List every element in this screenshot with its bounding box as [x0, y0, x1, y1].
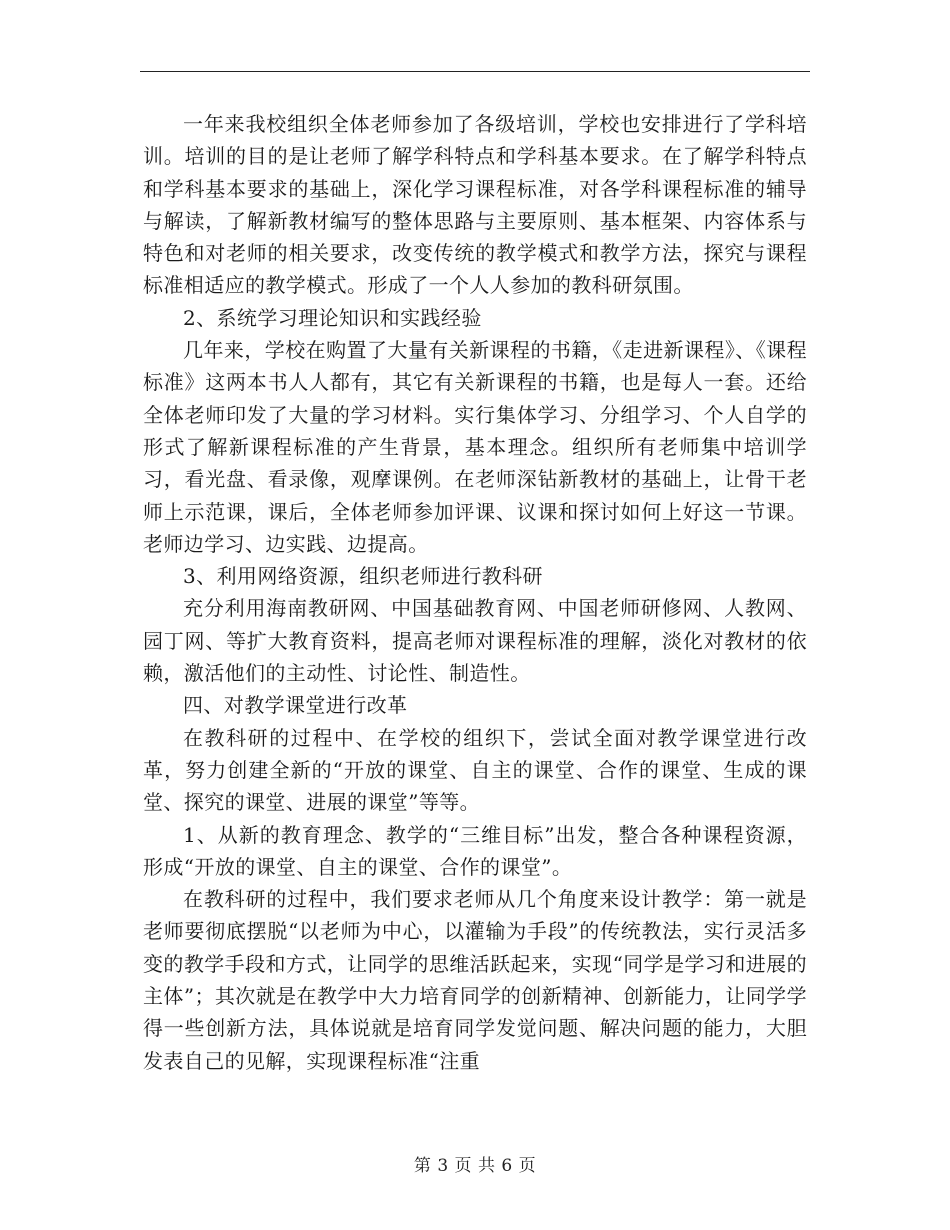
heading-network-resources: 3、利用网络资源，组织老师进行教科研 [183, 564, 543, 589]
heading-three-dimensional-goals: 1、从新的教育理念、教学的“三维目标”出发，整合各种课程资源，形成“开放的课堂、自主的课堂、合作的课堂”。 [143, 822, 807, 879]
heading-study-theory: 2、系统学习理论知识和实践经验 [183, 305, 482, 330]
paragraph-training: 一年来我校组织全体老师参加了各级培训，学校也安排进行了学科培训。培训的目的是让老师了解学科特点和学科基本要求。在了解学科特点和学科基本要求的基础上，深化学习课程标准，对各学科课程标准的辅导与解读，了解新教材编写的整体思路与主要原则、基本框架、内容体系与特色和对老师的相关要求，改变传统的教学模式和教学方法，探究与课程标准相适应的教学模式。形成了一个人人参加的教科研氛围。 [143, 112, 807, 298]
heading-classroom-reform: 四、对教学课堂进行改革 [183, 693, 408, 718]
paragraph-teaching-design: 在教科研的过程中，我们要求老师从几个角度来设计教学：第一就是老师要彻底摆脱“以老师为中心，以灌输为手段”的传统教法，实行灵活多变的教学手段和方式，让同学的思维活跃起来，实现“同学是学习和进展的主体”；其次就是在教学中大力培育同学的创新精神、创新能力，让同学学得一些创新方法，具体说就是培育同学发觉问题、解决问题的能力，大胆发表自己的见解，实现课程标准“注重 [143, 887, 807, 1073]
header-rule [140, 71, 810, 72]
paragraph-classroom-reform: 在教科研的过程中、在学校的组织下，尝试全面对教学课堂进行改革，努力创建全新的“开放的课堂、自主的课堂、合作的课堂、生成的课堂、探究的课堂、进展的课堂”等等。 [143, 725, 807, 815]
page-number-label: 第 3 页 共 6 页 [413, 1156, 537, 1176]
page-footer [0, 1151, 950, 1176]
paragraph-network-resources: 充分利用海南教研网、中国基础教育网、中国老师研修网、人教网、园丁网、等扩大教育资料，提高老师对课程标准的理解，淡化对教材的依赖，激活他们的主动性、讨论性、制造性。 [143, 596, 807, 686]
document-body [143, 108, 807, 1077]
paragraph-study-theory: 几年来，学校在购置了大量有关新课程的书籍，《走进新课程》、《课程标准》这两本书人人都有，其它有关新课程的书籍，也是每人一套。还给全体老师印发了大量的学习材料。实行集体学习、分组学习、个人自学的形式了解新课程标准的产生背景，基本理念。组织所有老师集中培训学习，看光盘、看录像，观摩课例。在老师深钻新教材的基础上，让骨干老师上示范课，课后，全体老师参加评课、议课和探讨如何上好这一节课。老师边学习、边实践、边提高。 [143, 338, 807, 556]
